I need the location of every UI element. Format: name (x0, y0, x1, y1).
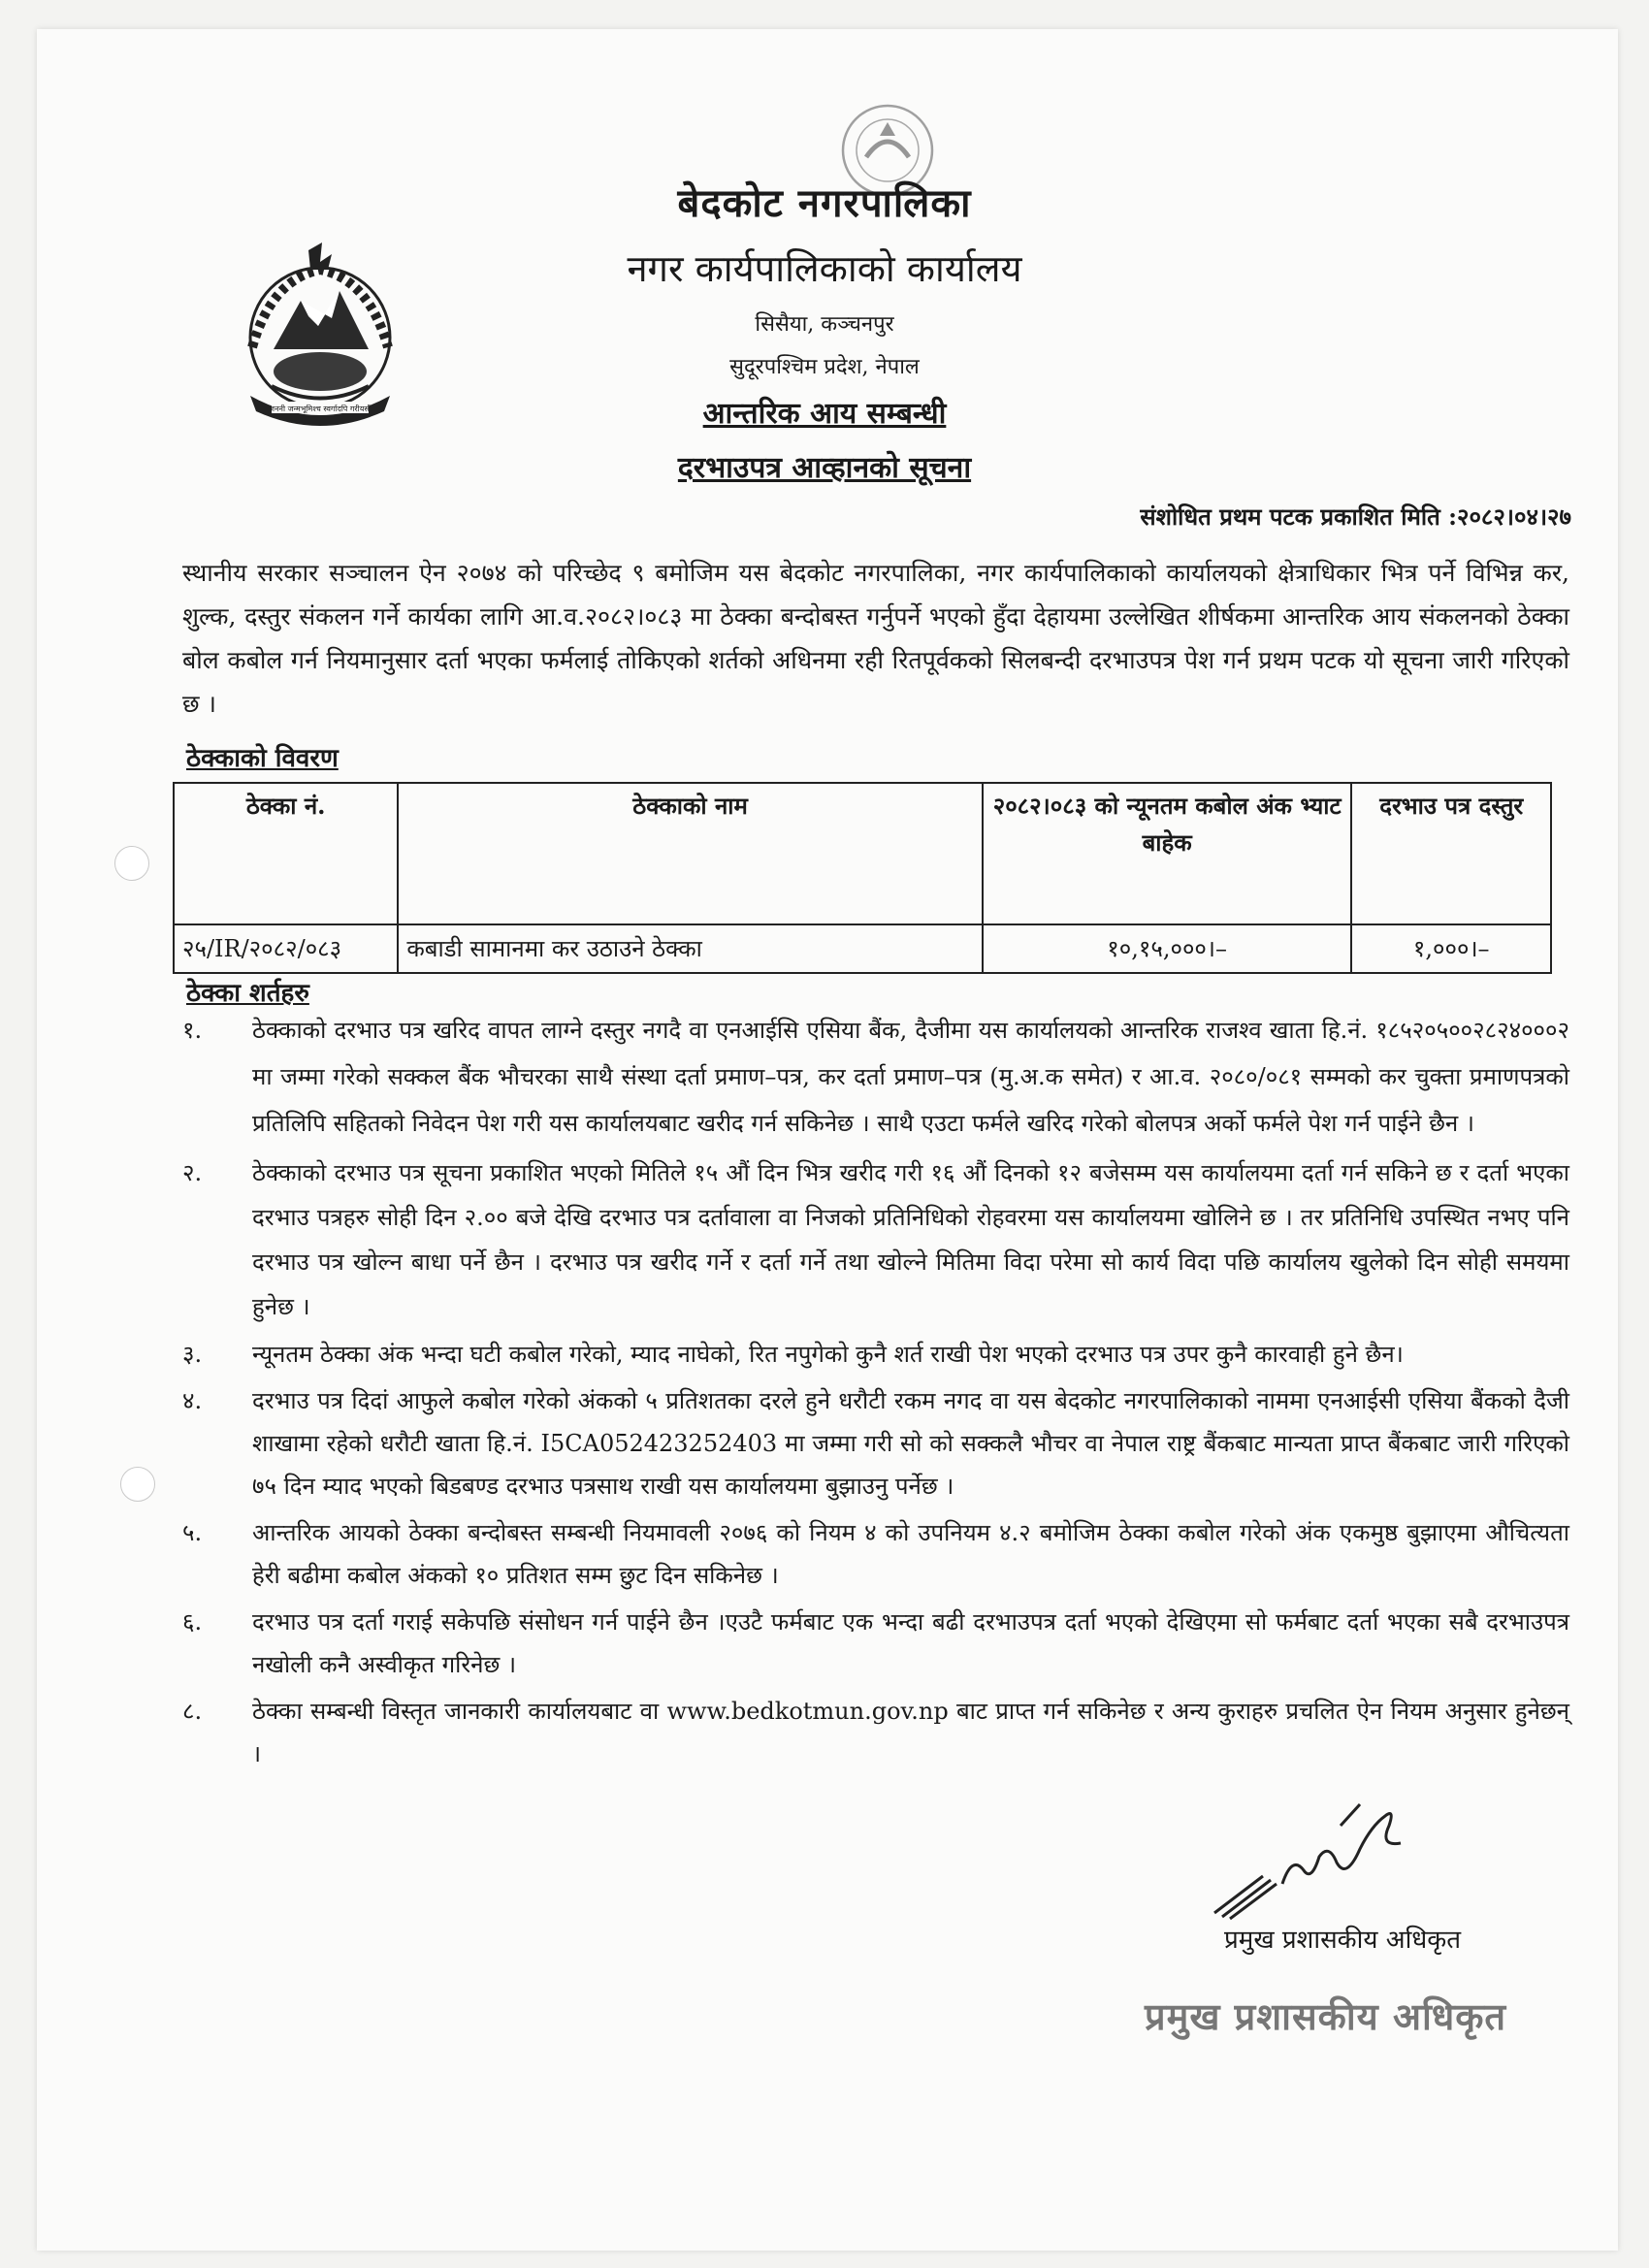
term-item (182, 1601, 1569, 1686)
term-text: न्यूनतम ठेक्का अंक भन्दा घटी कबोल गरेको, म्याद नाघेको, रित नपुगेको कुनै शर्त राखी पेश भएको दरभाउ पत्र उपर कुनै कारवाही हुने छैन। (252, 1341, 1404, 1368)
term-item (182, 1150, 1569, 1329)
cell-fee: १,०००।– (1351, 924, 1551, 973)
term-text: दरभाउ पत्र दिदां आफुले कबोल गरेको अंकको ५ प्रतिशतका दरले हुने धरौटी रकम नगद वा यस बेदकोट नगरपालिकाको नाममा एनआईसी एसिया बैंकको दैजी शाखामा रहेको धरौटी खाता हि.नं. I5CA052423252403 मा जम्मा गरी सो को सक्कलै भौचर वा नेपाल राष्ट्र बैंकबाट मान्यता प्राप्त बैंकबाट जारी गरिएको ७५ दिन म्याद भएको बिडबण्ड दरभाउ पत्रसाथ राखी यस कार्यालयमा बुझाउनु पर्नेछ । (252, 1387, 1569, 1500)
term-text: ठेक्का सम्बन्धी विस्तृत जानकारी कार्यालयबाट वा www.bedkotmun.gov.np बाट प्राप्त गर्न सकिनेछ र अन्य कुराहरु प्रचलित ऐन नियम अनुसार हुनेछन् । (252, 1698, 1569, 1767)
col-header-contract-name: ठेक्काको नाम (398, 783, 983, 924)
details-heading: ठेक्काको विवरण (186, 744, 339, 773)
punch-hole-top (114, 846, 149, 881)
address-line-2: सुदूरपश्चिम प्रदेश, नेपाल (729, 355, 920, 379)
publish-date: संशोधित प्रथम पटक प्रकाशित मिति :२०८२।०४।२७ (1140, 502, 1571, 531)
emblem-caption: जननी जन्मभूमिश्च स्वर्गादपि गरीयसी (269, 405, 372, 413)
cell-min-bid: १०,१५,०००।– (983, 924, 1352, 973)
term-item (182, 1333, 1569, 1376)
term-number: ५. (182, 1519, 203, 1546)
municipality-name: बेदकोट नगरपालिका (677, 180, 972, 226)
term-number: ३. (182, 1341, 203, 1368)
signatory-stamp: प्रमुख प्रशासकीय अधिकृत (1145, 1994, 1507, 2038)
term-item (182, 1690, 1569, 1775)
contract-table (173, 782, 1552, 974)
office-name: नगर कार्यपालिकाको कार्यालय (627, 247, 1022, 290)
cell-contract-name: कबाडी सामानमा कर उठाउने ठेक्का (398, 924, 983, 973)
intro-paragraph: स्थानीय सरकार सञ्चालन ऐन २०७४ को परिच्छेद ९ बमोजिम यस बेदकोट नगरपालिका, नगर कार्यपालिकाको कार्यालयको क्षेत्राधिकार भित्र पर्ने विभिन्न कर, शुल्क, दस्तुर संकलन गर्ने कार्यका लागि आ.व.२०८२।०८३ मा ठेक्का बन्दोबस्त गर्नुपर्ने भएको हुँदा देहायमा उल्लेखित शीर्षकमा आन्तरिक आय संकलनको ठेक्का बोल कबोल गर्न नियमानुसार दर्ता भएका फर्मलाई तोकिएको शर्तको अधिनमा रही रितपूर्वकको सिलबन्दी दरभाउपत्र पेश गर्न प्रथम पटक यो सूचना जारी गरिएको छ । (182, 559, 1569, 718)
terms-list (182, 1007, 1569, 1779)
term-item (182, 1007, 1569, 1147)
term-number: १. (182, 1017, 203, 1044)
term-number: ८. (182, 1698, 203, 1725)
terms-heading: ठेक्का शर्तहरु (186, 979, 309, 1008)
address-line-1: सिसैया, कञ्चनपुर (755, 312, 894, 337)
term-text: ठेक्काको दरभाउ पत्र खरिद वापत लाग्ने दस्तुर नगदै वा एनआईसि एसिया बैंक, दैजीमा यस कार्यालयको आन्तरिक राजश्व खाता हि.नं. १८५२०५००२८२४०००२ मा जम्मा गरेको सक्कल बैंक भौचरका साथै संस्था दर्ता प्रमाण–पत्र, कर दर्ता प्रमाण–पत्र (मु.अ.क समेत) र आ.व. २०८०/०८१ सम्मको कर चुक्ता प्रमाणपत्रको प्रतिलिपि सहितको निवेदन पेश गरी यस कार्यालयबाट खरीद गर्न सकिनेछ । साथै एउटा फर्मले खरिद गरेको बोलपत्र अर्को फर्मले पेश गर्न पाईने छैन । (252, 1017, 1569, 1137)
punch-hole-bottom (120, 1467, 155, 1502)
col-header-contract-no: ठेक्का नं. (174, 783, 398, 924)
term-text: आन्तरिक आयको ठेक्का बन्दोबस्त सम्बन्धी नियमावली २०७६ को नियम ४ को उपनियम ४.२ बमोजिम ठेक्का कबोल गरेको अंक एकमुष्ठ बुझाएमा औचित्यता हेरी बढीमा कबोल अंकको १० प्रतिशत सम्म छुट दिन सकिनेछ । (252, 1519, 1569, 1589)
col-header-min-bid: २०८२।०८३ को न्यूनतम कबोल अंक भ्याट बाहेक (983, 783, 1352, 924)
cell-contract-no: २५/IR/२०८२/०८३ (174, 924, 398, 973)
term-text: ठेक्काको दरभाउ पत्र सूचना प्रकाशित भएको मितिले १५ औं दिन भित्र खरीद गरी १६ औं दिनको १२ बजेसम्म यस कार्यालयमा दर्ता गर्न सकिने छ र दर्ता भएका दरभाउ पत्रहरु सोही दिन २.०० बजे देखि दरभाउ पत्र दर्तावाला वा निजको प्रतिनिधिको रोहवरमा यस कार्यालयमा खोलिने छ । तर प्रतिनिधि उपस्थित नभए पनि दरभाउ पत्र खोल्न बाधा पर्ने छैन । दरभाउ पत्र खरीद गर्ने र दर्ता गर्ने तथा खोल्ने मितिमा विदा परेमा सो कार्य विदा पछि कार्यालय खुलेको दिन सोही समयमा हुनेछ । (252, 1159, 1569, 1320)
notice-subject-2: दरभाउपत्र आव्हानको सूचना (677, 451, 972, 485)
term-item (182, 1379, 1569, 1507)
term-number: २. (182, 1159, 203, 1186)
signature-icon (1195, 1787, 1418, 1932)
term-item (182, 1511, 1569, 1597)
term-number: ४. (182, 1387, 203, 1414)
term-number: ६. (182, 1608, 203, 1636)
signatory-title: प्रमुख प्रशासकीय अधिकृत (1224, 1926, 1462, 1955)
col-header-fee: दरभाउ पत्र दस्तुर (1351, 783, 1551, 924)
table-row (174, 924, 1551, 973)
notice-subject-1: आन्तरिक आय सम्बन्धी (702, 397, 947, 431)
term-text: दरभाउ पत्र दर्ता गराई सकेपछि संसोधन गर्न पाईने छैन ।एउटै फर्मबाट एक भन्दा बढी दरभाउपत्र दर्ता भएको देखिएमा सो फर्मबाट दर्ता भएका सबै दरभाउपत्र नखोली कनै अस्वीकृत गरिनेछ । (252, 1608, 1569, 1678)
